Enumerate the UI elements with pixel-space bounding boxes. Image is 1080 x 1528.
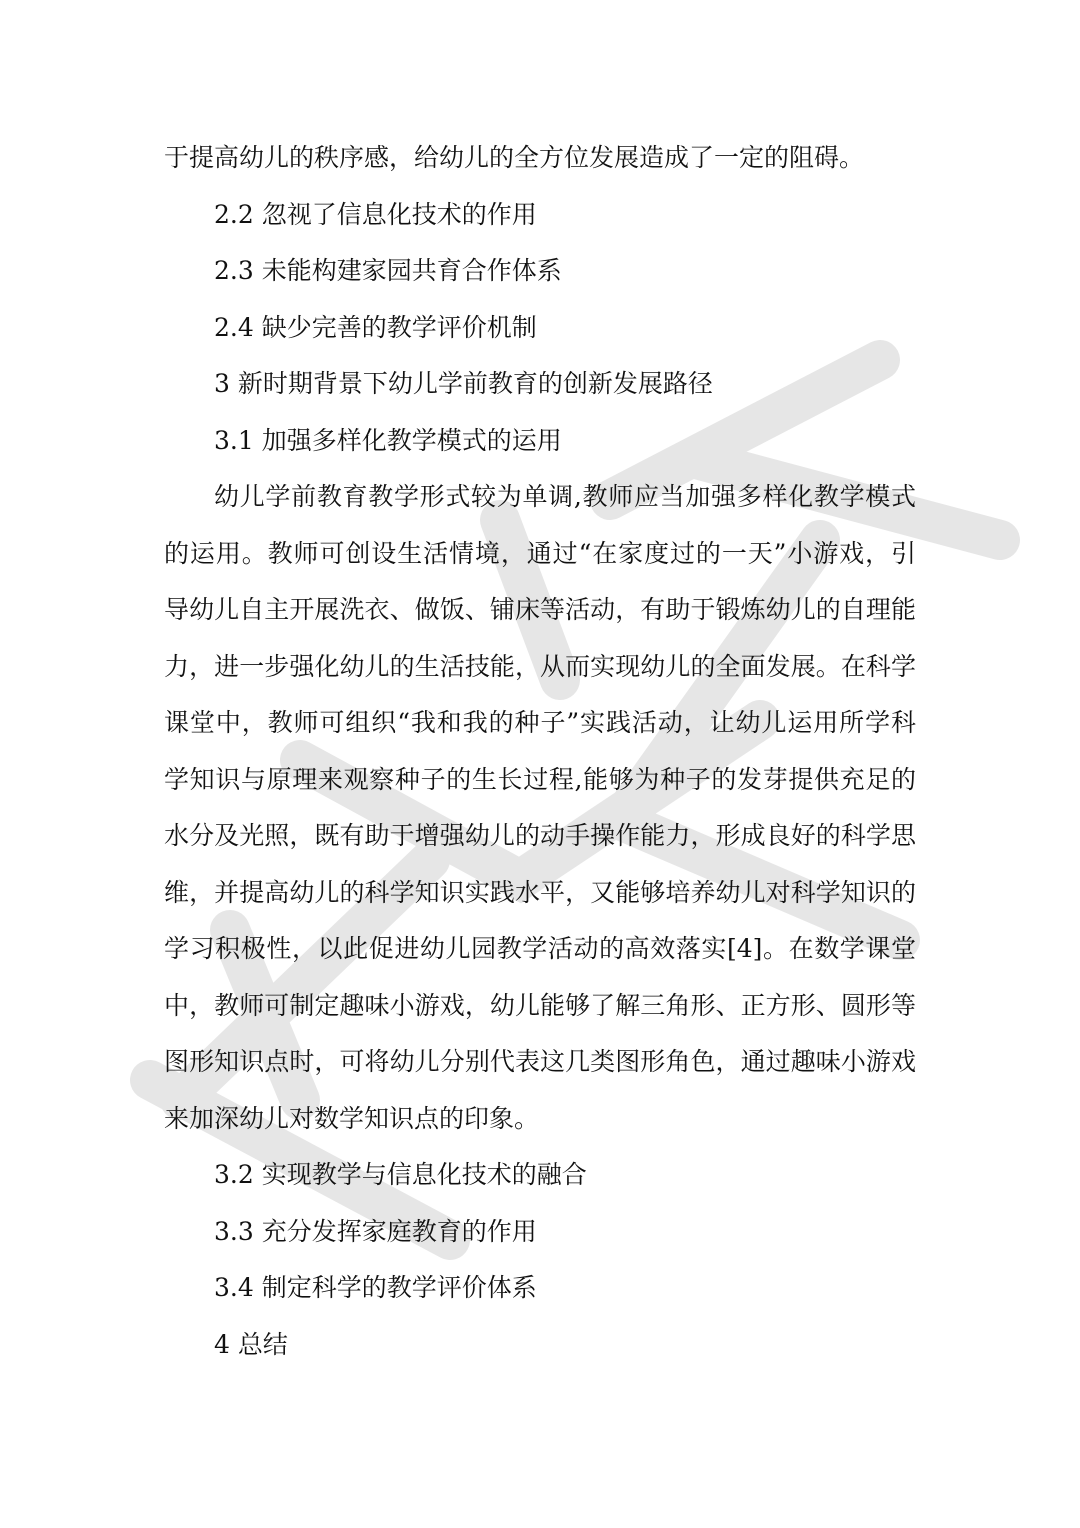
paragraph-line: 于提高幼儿的秩序感，给幼儿的全方位发展造成了一定的阻碍。 — [164, 143, 865, 172]
chapter-heading: 4 总结 — [214, 1329, 288, 1359]
paragraph-line: 导幼儿自主开展洗衣、做饭、铺床等活动，有助于锻炼幼儿的自理能 — [164, 595, 916, 624]
section-heading: 3.2 实现教学与信息化技术的融合 — [214, 1160, 587, 1189]
paragraph-line: 学知识与原理来观察种子的生长过程,能够为种子的发芽提供充足的 — [164, 764, 916, 794]
paragraph-line: 来加深幼儿对数学知识点的印象。 — [164, 1103, 540, 1133]
paragraph-line: 水分及光照，既有助于增强幼儿的动手操作能力，形成良好的科学思 — [164, 821, 916, 850]
section-heading: 3.4 制定科学的教学评价体系 — [214, 1273, 537, 1302]
paragraph-line: 的运用。教师可创设生活情境，通过“在家度过的一天”小游戏，引 — [164, 538, 916, 568]
paragraph-line: 中，教师可制定趣味小游戏，幼儿能够了解三角形、正方形、圆形等 — [164, 990, 916, 1020]
paragraph-line: 维，并提高幼儿的科学知识实践水平，又能够培养幼儿对科学知识的 — [164, 877, 916, 907]
chapter-heading: 3 新时期背景下幼儿学前教育的创新发展路径 — [214, 369, 713, 398]
section-heading: 2.3 未能构建家园共育合作体系 — [214, 256, 562, 285]
section-heading: 3.1 加强多样化教学模式的运用 — [214, 425, 562, 455]
paragraph-line: 学习积极性，以此促进幼儿园教学活动的高效落实[4]。在数学课堂 — [164, 934, 916, 963]
section-heading: 3.3 充分发挥家庭教育的作用 — [214, 1216, 537, 1246]
paragraph-line: 力，进一步强化幼儿的生活技能，从而实现幼儿的全面发展。在科学 — [164, 651, 916, 681]
paragraph-line: 图形知识点时，可将幼儿分别代表这几类图形角色，通过趣味小游戏 — [164, 1047, 916, 1076]
document-body — [164, 130, 916, 1373]
paragraph-line: 课堂中，教师可组织“我和我的种子”实践活动，让幼儿运用所学科 — [164, 708, 916, 737]
section-heading: 2.4 缺少完善的教学评价机制 — [214, 312, 537, 342]
section-heading: 2.2 忽视了信息化技术的作用 — [214, 199, 537, 229]
paragraph-line: 幼儿学前教育教学形式较为单调,教师应当加强多样化教学模式 — [214, 482, 916, 511]
